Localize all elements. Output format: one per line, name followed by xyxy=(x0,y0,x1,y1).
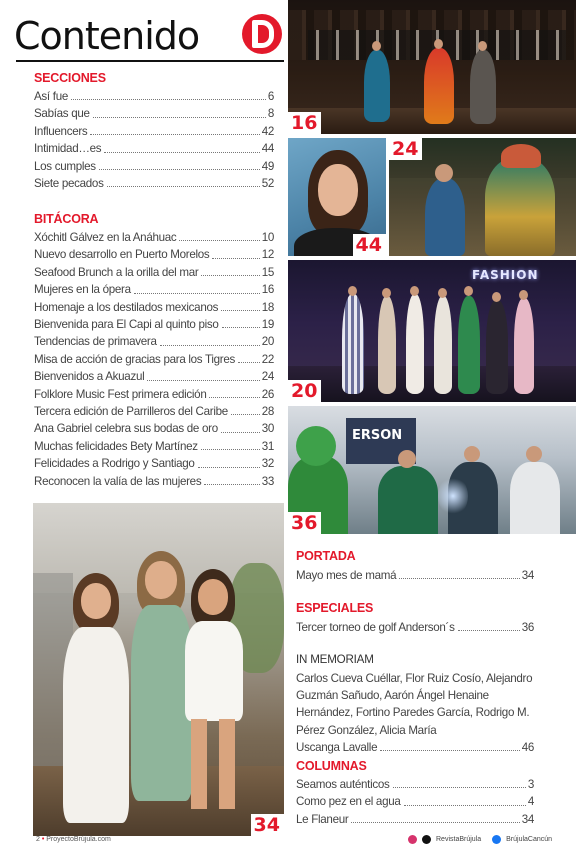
footer-social xyxy=(408,835,552,844)
page-title: Contenido xyxy=(14,14,200,58)
footer-site[interactable]: ProyectoBrújula.com xyxy=(46,836,111,843)
akuazul-photo[interactable] xyxy=(389,138,576,256)
golf-photo[interactable] xyxy=(288,406,576,534)
section-heading: BITÁCORA xyxy=(34,212,99,226)
portada-section xyxy=(296,548,534,584)
facebook-icon[interactable] xyxy=(492,835,501,844)
toc-entry[interactable]: Como pez en el agua 4 xyxy=(296,795,534,809)
toc-entry[interactable]: Sabías que 8 xyxy=(34,107,274,121)
especiales-section xyxy=(296,600,534,636)
magazine-logo xyxy=(14,12,284,66)
footer-folio xyxy=(36,836,111,843)
cover-photo[interactable] xyxy=(33,503,284,836)
toc-entry[interactable]: Seafood Brunch a la orilla del mar 15 xyxy=(34,265,274,279)
folio-page-number: 2 xyxy=(36,836,40,843)
memoriam-names[interactable]: Carlos Cueva Cuéllar, Flor Ruiz Cosío, Alejandro Guzmán Sañudo, Aarón Ángel Henaine Hernández, Fortino Paredes García, Rodrigo M. Pérez González, Alicia María xyxy=(296,672,533,737)
folio-separator: • xyxy=(41,836,45,843)
memoriam-section xyxy=(296,652,534,756)
toc-entry[interactable]: Reconocen la valía de las mujeres 33 xyxy=(34,474,274,488)
toc-entry[interactable]: Homenaje a los destilados mexicanos 18 xyxy=(34,300,274,314)
toc-entry[interactable]: Mujeres en la ópera 16 xyxy=(34,283,274,297)
x-icon[interactable] xyxy=(422,835,431,844)
social-handle[interactable]: BrújulaCancún xyxy=(506,836,553,843)
sponsor-banner-text: ERSON xyxy=(352,428,403,443)
page-number-badge: 16 xyxy=(288,112,321,134)
section-heading: SECCIONES xyxy=(34,71,106,85)
page-number-badge: 34 xyxy=(251,814,284,836)
brujula-logo-icon xyxy=(242,14,282,54)
toc-entry[interactable]: Ana Gabriel celebra sus bodas de oro 30 xyxy=(34,422,274,436)
toc-entry[interactable]: Seamos auténticos 3 xyxy=(296,778,534,791)
section-heading: PORTADA xyxy=(296,549,356,563)
toc-entry[interactable]: Intimidad…es 44 xyxy=(34,142,274,156)
instagram-icon[interactable] xyxy=(408,835,417,844)
section-heading: ESPECIALES xyxy=(296,601,374,615)
fashion-sign: FASHION xyxy=(472,268,539,282)
toc-entry[interactable]: Muchas felicidades Bety Martínez 31 xyxy=(34,439,274,453)
toc-entry[interactable]: Los cumples 49 xyxy=(34,159,274,173)
opera-photo[interactable] xyxy=(288,0,576,134)
toc-entry[interactable]: Mayo mes de mamá 34 xyxy=(296,569,534,582)
toc-entry[interactable]: Bienvenida para El Capi al quinto piso 19 xyxy=(34,318,274,332)
section-heading: IN MEMORIAM xyxy=(296,653,374,666)
columnas-section xyxy=(296,758,534,828)
toc-entry[interactable]: Folklore Music Fest primera edición 26 xyxy=(34,387,274,401)
social-handle[interactable]: RevistaBrújula xyxy=(436,836,482,843)
toc-entry[interactable]: Así fue 6 xyxy=(34,90,274,103)
memoriam-last-line[interactable]: Uscanga Lavalle 46 xyxy=(296,740,534,754)
toc-entry[interactable]: Siete pecados 52 xyxy=(34,177,274,191)
section-heading: COLUMNAS xyxy=(296,759,367,773)
page-number-badge: 20 xyxy=(288,380,321,402)
toc-entry[interactable]: Felicidades a Rodrigo y Santiago 32 xyxy=(34,457,274,471)
page-number-badge: 24 xyxy=(389,138,422,160)
toc-entry[interactable]: Tercera edición de Parrilleros del Caribe 28 xyxy=(34,405,274,419)
toc-entry[interactable]: Le Flaneur 34 xyxy=(296,812,534,826)
toc-entry[interactable]: Nuevo desarrollo en Puerto Morelos 12 xyxy=(34,248,274,262)
fashion-photo[interactable] xyxy=(288,260,576,402)
toc-entry[interactable]: Tercer torneo de golf Anderson´s 36 xyxy=(296,621,534,634)
toc-entry[interactable]: Tendencias de primavera 20 xyxy=(34,335,274,349)
page-number-badge: 36 xyxy=(288,512,321,534)
toc-entry[interactable]: Xóchitl Gálvez en la Anáhuac 10 xyxy=(34,231,274,244)
toc-entry[interactable]: Bienvenidos a Akuazul 24 xyxy=(34,370,274,384)
toc-entry[interactable]: Influencers 42 xyxy=(34,124,274,138)
bitacora-section xyxy=(34,211,274,490)
page-number-badge: 44 xyxy=(353,234,386,256)
portrait-photo[interactable] xyxy=(288,138,386,256)
toc-entry[interactable]: Misa de acción de gracias para los Tigres 22 xyxy=(34,352,274,366)
secciones-section xyxy=(34,70,274,192)
title-underline xyxy=(16,60,284,62)
